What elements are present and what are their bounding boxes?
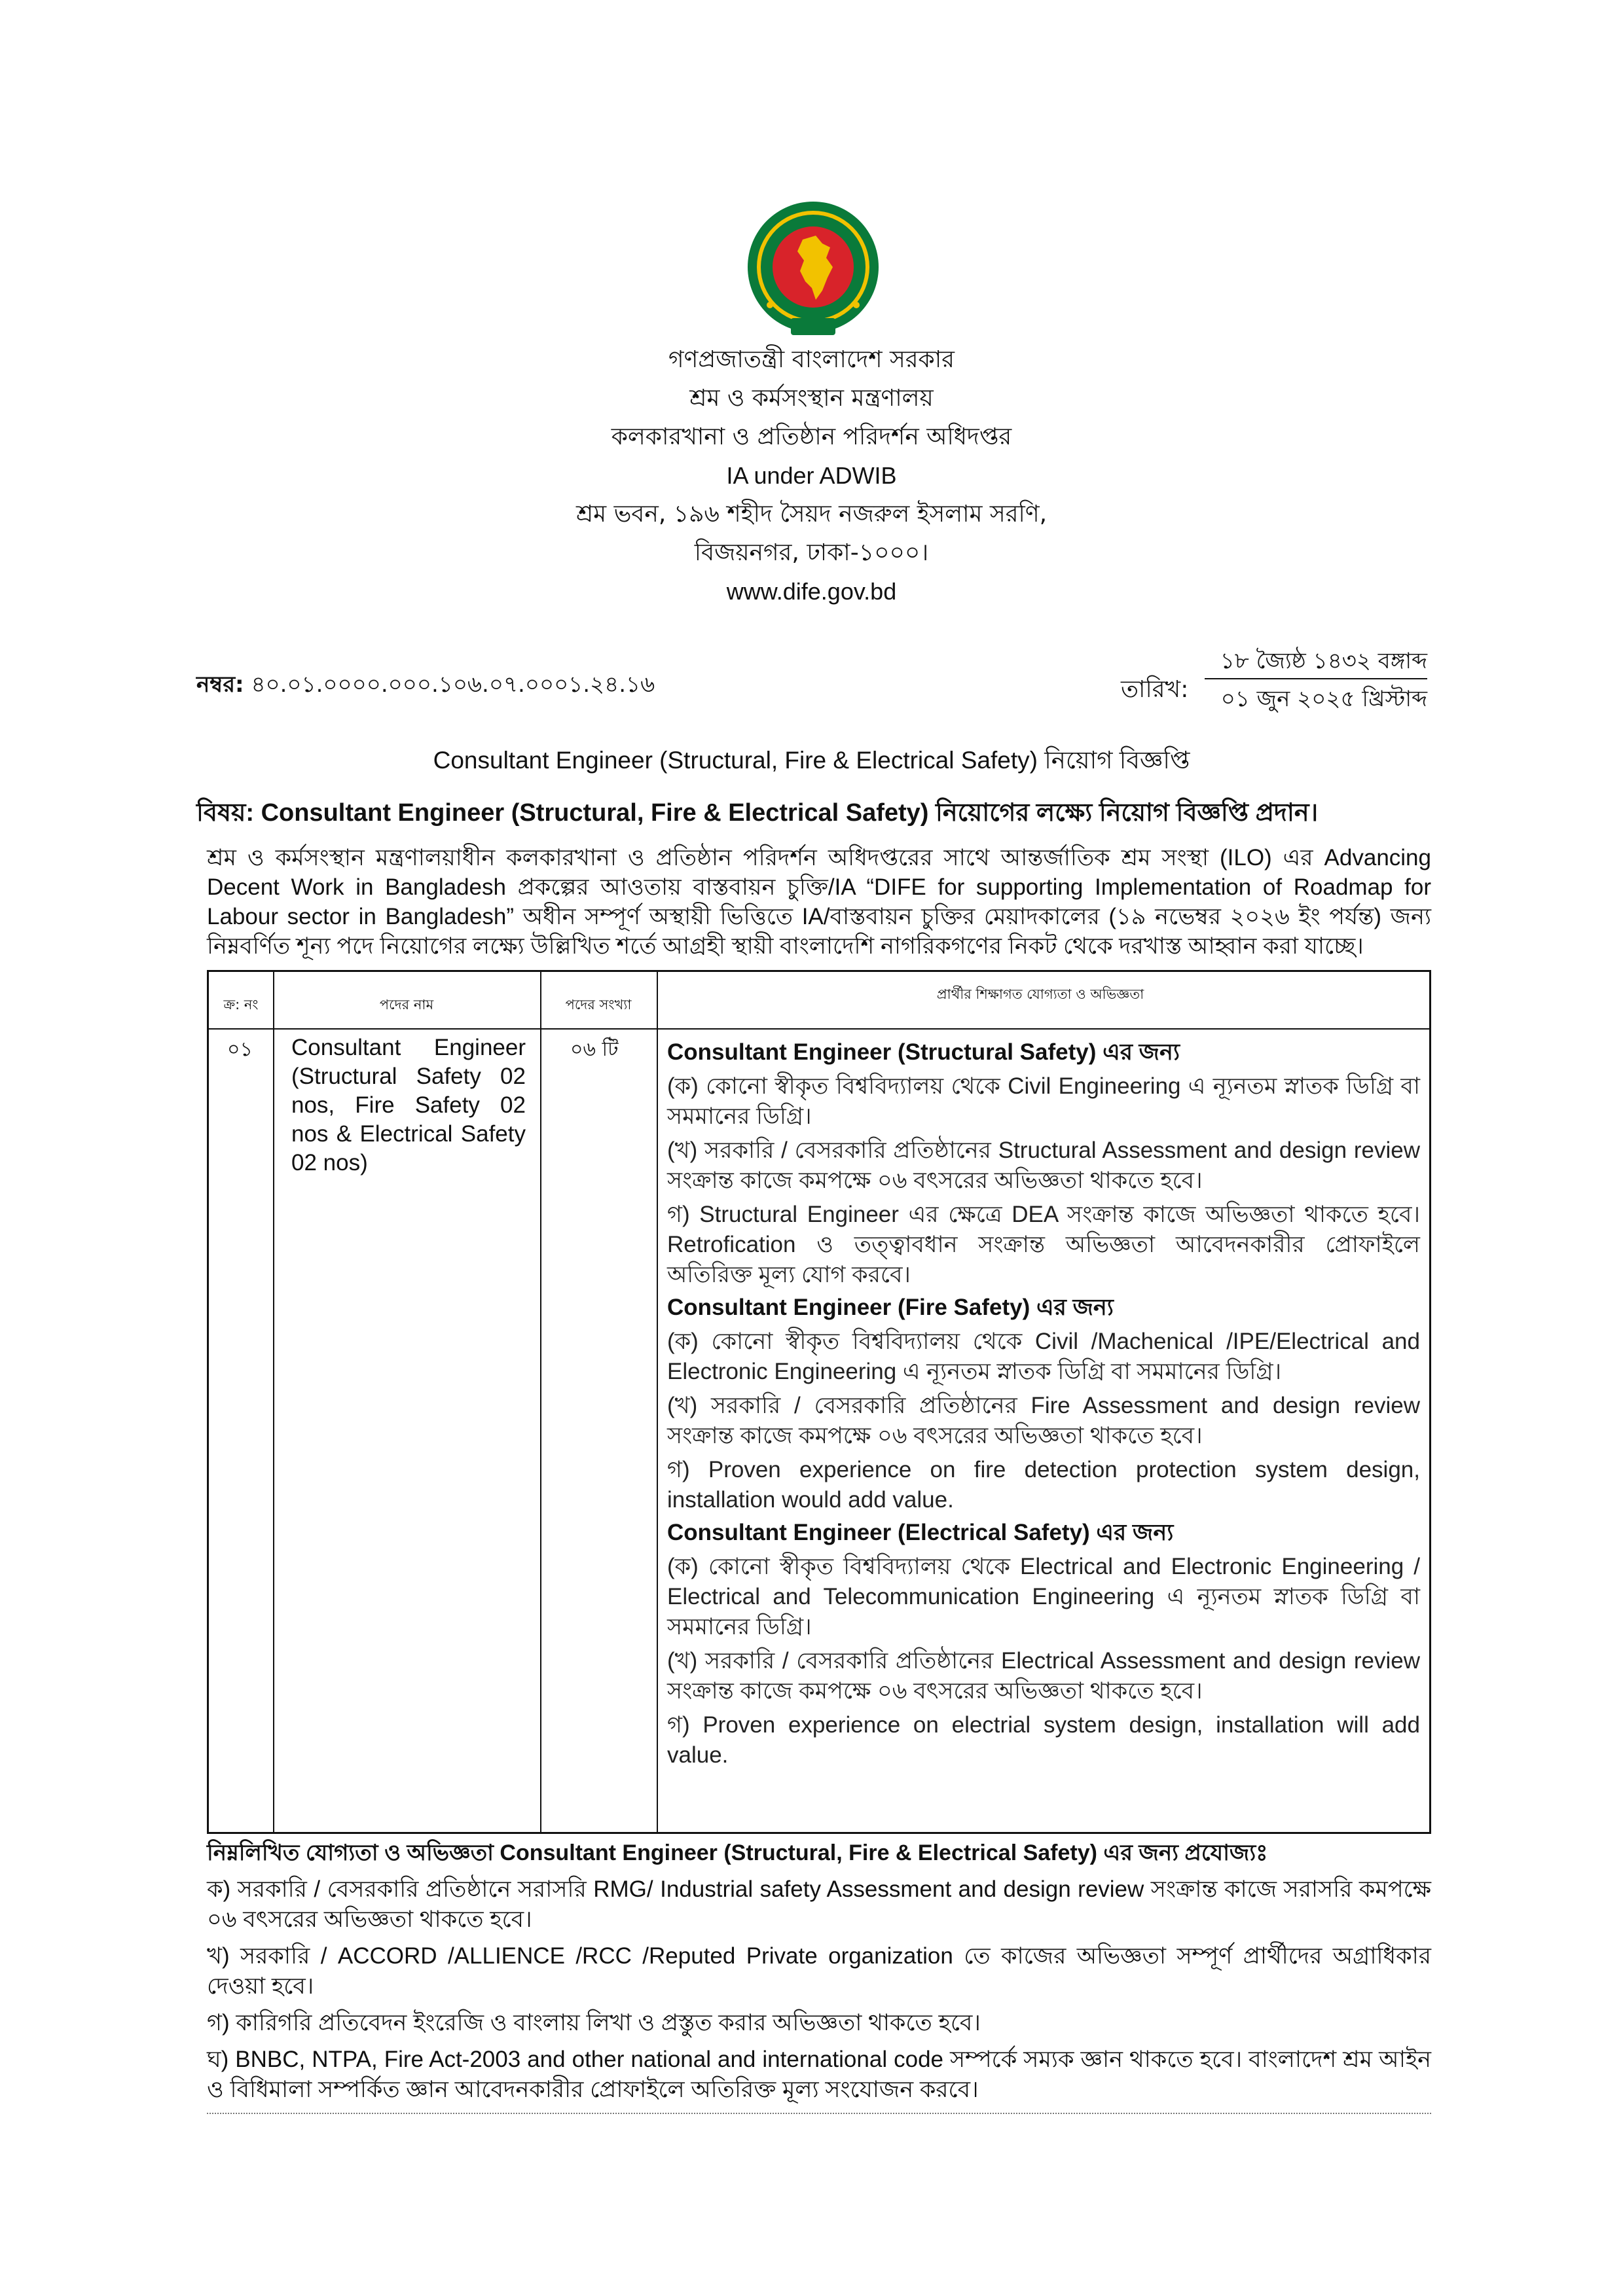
fire-item-a: (ক) কোনো স্বীকৃত বিশ্ববিদ্যালয় থেকে Civil /Machenical /IPE/Electrical and Electronic Engineering এ ন্যূনতম স্নাতক ডিগ্রি বা সমমানের ডিগ্রি। <box>667 1329 1420 1384</box>
header-department: কলকারখানা ও প্রতিষ্ঠান পরিদর্শন অধিদপ্তর <box>611 423 1012 450</box>
date-bangla: ১৮ জ্যৈষ্ঠ ১৪৩২ বঙ্গাব্দ <box>1205 644 1427 679</box>
row-serial: ০১ <box>227 1038 253 1061</box>
header-government: গণপ্রজাতন্ত্রী বাংলাদেশ সরকার <box>668 346 955 373</box>
memo-number-value: ৪০.০১.০০০০.০০০.১০৬.০৭.০০০১.২৪.১৬ <box>251 672 655 698</box>
common-item-a: ক) সরকারি / বেসরকারি প্রতিষ্ঠানে সরাসরি RMG/ Industrial safety Assessment and design review সংক্রান্ত কাজে সরাসরি কমপক্ষে ০৬ বৎসরের অভিজ্ঞতা থাকতে হবে। <box>207 1876 1431 1932</box>
electrical-item-a: (ক) কোনো স্বীকৃত বিশ্ববিদ্যালয় থেকে Electrical and Electronic Engineering / Electrical and Telecommunication Engineering এ ন্যূনতম স্নাতক ডিগ্রি বা সমমানের ডিগ্রি। <box>667 1554 1420 1640</box>
table-header-divider <box>209 1028 1429 1030</box>
structural-heading: Consultant Engineer (Structural Safety) এর জন্য <box>667 1039 1180 1065</box>
electrical-heading: Consultant Engineer (Electrical Safety) এর জন্য <box>667 1520 1174 1545</box>
row-qualifications <box>667 1035 1420 1770</box>
notice-intro: শ্রম ও কর্মসংস্থান মন্ত্রণালয়াধীন কলকারখানা ও প্রতিষ্ঠান পরিদর্শন অধিদপ্তরের সাথে আন্তর্জাতিক শ্রম সংস্থা (ILO) এর Advancing Decent Work in Bangladesh প্রকল্পের আওতায় বাস্তবায়ন চুক্তি/IA “DIFE for supporting Implementation of Roadmap for Labour sector in Bangladesh” অধীন সম্পূর্ণ অস্থায়ী ভিত্তিতে IA/বাস্তবায়ন চুক্তির মেয়াদকালের (১৯ নভেম্বর ২০২৬ ইং পর্যন্ত) জন্য নিম্নবর্ণিত শূন্য পদে নিয়োগের লক্ষ্যে উল্লিখিত শর্তে আগ্রহী স্থায়ী বাংলাদেশি নাগরিকগণের নিকট থেকে দরখাস্ত আহ্বান করা যাচ্ছে। <box>207 845 1431 959</box>
common-item-b: খ) সরকারি / ACCORD /ALLIENCE /RCC /Reputed Private organization তে কাজের অভিজ্ঞতা সম্পূর্ণ প্রার্থীদের অগ্রাধিকার দেওয়া হবে। <box>207 1943 1431 1999</box>
structural-item-c: গ) Structural Engineer এর ক্ষেত্রে DEA সংক্রান্ত কাজে অভিজ্ঞতা থাকতে হবে। Retrofication ও তত্ত্বাবধান সংক্রান্ত অভিজ্ঞতা আবেদনকারীর প্রোফাইলে অতিরিক্ত মূল্য যোগ করবে। <box>667 1202 1420 1287</box>
date-label: তারিখ: <box>1121 676 1189 703</box>
header-ministry: শ্রম ও কর্মসংস্থান মন্ত্রণালয় <box>689 385 934 412</box>
electrical-item-c: গ) Proven experience on electrial system design, installation will add value. <box>667 1712 1420 1768</box>
header-website: www.dife.gov.bd <box>726 578 897 605</box>
common-heading: নিম্নলিখিত যোগ্যতা ও অভিজ্ঞতা Consultant Engineer (Structural, Fire & Electrical Safety) এর জন্য প্রযোজ্যঃ <box>207 1840 1268 1865</box>
header-qualification: প্রার্থীর শিক্ষাগত যোগ্যতা ও অভিজ্ঞতা <box>936 986 1144 1002</box>
common-item-c: গ) কারিগরি প্রতিবেদন ইংরেজি ও বাংলায় লিখা ও প্রস্তুত করার অভিজ্ঞতা থাকতে হবে। <box>207 2010 981 2036</box>
memo-number <box>196 668 655 705</box>
header-address-2: বিজয়নগর, ঢাকা-১০০০। <box>694 539 929 566</box>
table-col-divider <box>273 972 274 1832</box>
header-post: পদের নাম <box>379 997 434 1013</box>
table-col-divider <box>540 972 541 1832</box>
electrical-item-b: (খ) সরকারি / বেসরকারি প্রতিষ্ঠানের Electrical Assessment and design review সংক্রান্ত কাজে কমপক্ষে ০৬ বৎসরের অভিজ্ঞতা থাকতে হবে। <box>667 1648 1420 1704</box>
structural-item-a: (ক) কোনো স্বীকৃত বিশ্ববিদ্যালয় থেকে Civil Engineering এ ন্যূনতম স্নাতক ডিগ্রি বা সমমানের ডিগ্রি। <box>667 1073 1420 1129</box>
fire-item-c: গ) Proven experience on fire detection protection system design, installation would add value. <box>667 1457 1420 1513</box>
header-ia: IA under ADWIB <box>726 462 897 489</box>
cut-off-text-line <box>207 2113 1431 2122</box>
header-serial: ক্র: নং <box>223 997 259 1013</box>
office-header <box>0 340 1623 611</box>
row-post-count: ০৬ টি <box>570 1038 619 1061</box>
government-seal-logo <box>745 195 881 347</box>
notice-subject: বিষয়: Consultant Engineer (Structural, Fire & Electrical Safety) নিয়োগের লক্ষ্যে নিয়োগ বিজ্ঞপ্তি প্রদান। <box>196 799 1319 827</box>
date-gregorian: ০১ জুন ২০২৫ খ্রিস্টাব্দ <box>1220 686 1427 712</box>
header-address-1: শ্রম ভবন, ১৯৬ শহীদ সৈয়দ নজরুল ইসলাম সরণি, <box>575 501 1048 528</box>
header-count: পদের সংখ্যা <box>565 997 632 1013</box>
row-post-name: Consultant Engineer (Structural Safety 02 nos, Fire Safety 02 nos & Electrical Safety 02 nos) <box>291 1035 526 1175</box>
fire-item-b: (খ) সরকারি / বেসরকারি প্রতিষ্ঠানের Fire Assessment and design review সংক্রান্ত কাজে কমপক্ষে ০৬ বৎসরের অভিজ্ঞতা থাকতে হবে। <box>667 1393 1420 1448</box>
memo-label: নম্বর: <box>196 672 244 698</box>
fire-heading: Consultant Engineer (Fire Safety) এর জন্য <box>667 1295 1114 1320</box>
table-col-divider <box>657 972 658 1832</box>
vacancy-table <box>207 970 1431 1834</box>
notice-title: Consultant Engineer (Structural, Fire & Electrical Safety) নিয়োগ বিজ্ঞপ্তি <box>433 747 1190 774</box>
date-box <box>1205 644 1427 713</box>
structural-item-b: (খ) সরকারি / বেসরকারি প্রতিষ্ঠানের Structural Assessment and design review সংক্রান্ত কাজে কমপক্ষে ০৬ বৎসরের অভিজ্ঞতা থাকতে হবে। <box>667 1138 1420 1193</box>
common-item-d: ঘ) BNBC, NTPA, Fire Act-2003 and other national and international code সম্পর্কে সম্যক জ্ঞান থাকতে হবে। বাংলাদেশ শ্রম আইন ও বিধিমালা সম্পর্কিত জ্ঞান আবেদনকারীর প্রোফাইলে অতিরিক্ত মূল্য সংযোজন করবে। <box>207 2047 1431 2102</box>
common-requirements <box>207 1838 1431 2105</box>
